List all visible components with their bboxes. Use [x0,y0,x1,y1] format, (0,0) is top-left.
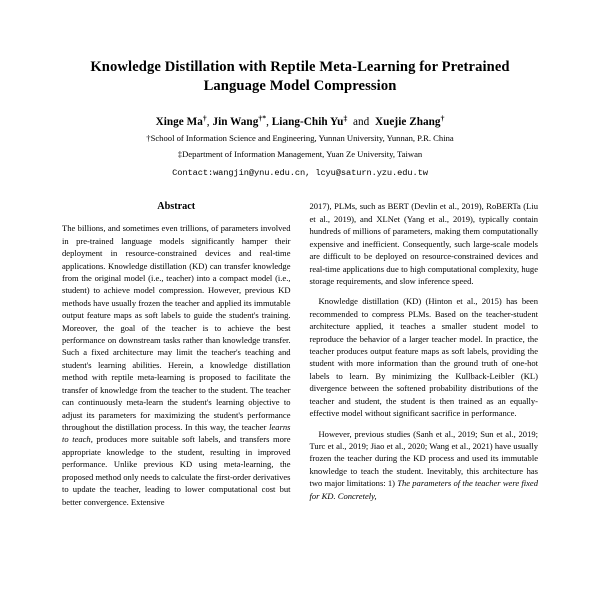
author-4: Xuejie Zhang [375,115,441,128]
intro-paragraph-2: Knowledge distillation (KD) (Hinton et al., 2015) has been recommended to compress PLMs. Based on the teacher-student architecture applied, it teaches a smaller student model to reproduce the behavior of a larger teacher model. In practice, the teacher produces output feature maps as soft labels, providing the student with more information than the ground truth of one-hot labels to learn. By minimizing the Kullback-Leibler (KL) divergence between the softened probability distributions of the teacher and student, the student is then trained as an equally-effective model without significant sacrifice in performance. [309,296,538,419]
page-title: Knowledge Distillation with Reptile Meta-Learning for Pretrained Language Model Compression [90,59,510,95]
intro-paragraph-1: 2017), PLMs, such as BERT (Devlin et al., 2019), RoBERTa (Liu et al., 2019), and XLNet (Yang et al., 2019), typically contain hundreds of millions of parameters, making them computationally expensive and inefficient. Consequently, such large-scale models are difficult to be deployed on resource-constrained devices and real-time applications due to high computational complexity, huge storage requirements, and slow inference speed. [309,201,538,286]
author-4-affil-marker: † [440,112,445,122]
author-1-affil-marker: † [202,112,207,122]
right-column [310,200,539,508]
author-conjunction: and [353,115,370,128]
two-column-body [62,200,538,508]
contact-line: Contact:wangjin@ynu.edu.cn, lcyu@saturn.yzu.edu.tw [172,168,428,179]
author-2-affil-marker: †* [258,112,267,122]
abstract-paragraph: The billions, and sometimes even trillions, of parameters involved in pre-trained language models significantly hamper their deployment in resource-constrained devices and real-time applications. Knowledge distillation (KD) can transfer knowledge from the original model (i.e., teacher) into a compact model (i.e., student) to achieve model compression. However, previous KD methods have usually frozen the teacher and applied its immutable output feature maps as soft labels to guide the student's training. Moreover, the goal of the teacher is to achieve the best performance on downstream tasks rather than knowledge transfer. Such a fixed architecture may limit the teacher's teaching and student's learning abilities. Herein, a knowledge distillation method with reptile meta-learning is proposed to facilitate the transfer of knowledge from the teacher to the student. The teacher can continuously meta-learn the student's learning objective to adjust its parameters for maximizing the student's performance throughout the distillation process. In this way, the teacher learns to teach, produces more suitable soft labels, and transfers more appropriate knowledge to the student, resulting in improved performance. Unlike previous KD using meta-learning, the proposed method only needs to calculate the first-order derivatives to update the teacher, leading to lower computational cost but better convergence. Extensive [62,223,291,507]
author-list: Xinge Ma†, Jin Wang†*, Liang-Chih Yu‡ and Xuejie Zhang† [155,112,445,128]
author-3: Liang-Chih Yu [271,115,344,128]
abstract-heading: Abstract [157,201,196,213]
intro-paragraph-3: However, previous studies (Sanh et al., 2019; Sun et al., 2019; Turc et al., 2019; Jiao et al., 2020; Wang et al., 2021) have usually frozen the teacher during the KD process and used its immutable knowledge to teach the student. Inevitably, this architecture has two major limitations: 1) The parameters of the teacher were fixed for KD. Concretely, [309,428,538,501]
author-2: Jin Wang [212,115,259,128]
author-1: Xinge Ma [155,115,203,128]
affiliation-1: †School of Information Science and Engineering, Yunnan University, Yunnan, P.R. China [146,132,454,143]
affiliation-2: ‡Department of Information Management, Yuan Ze University, Taiwan [177,148,423,159]
author-3-affil-marker: ‡ [343,112,348,122]
left-column [62,200,291,508]
